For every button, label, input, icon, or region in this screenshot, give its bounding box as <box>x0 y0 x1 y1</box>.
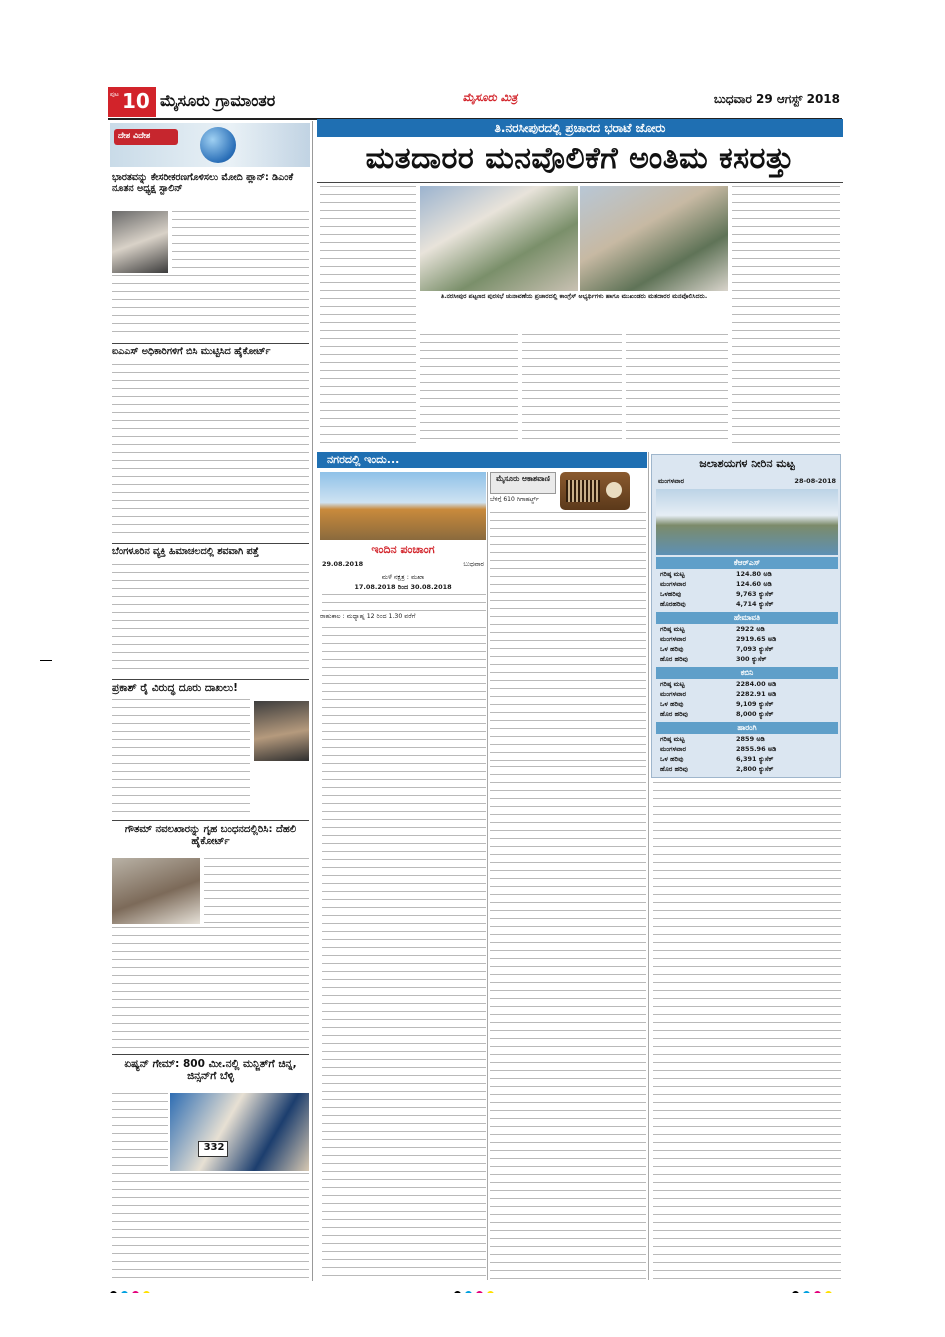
prakash-photo <box>254 701 309 761</box>
panchanga-details <box>322 594 486 612</box>
lead-rule <box>317 182 843 183</box>
page-number: 10 <box>122 89 150 113</box>
lead-photo-1 <box>420 186 578 291</box>
reservoir-table-container <box>656 557 838 775</box>
left-column <box>108 121 313 1281</box>
dam-row <box>656 735 838 745</box>
dam-row-label: ಹೊರ ಹರಿವು <box>660 710 688 718</box>
dam-row-value: 7,093 ಕ್ಯುಸೆಕ್ <box>736 645 774 653</box>
dot-cyan <box>465 1291 472 1293</box>
lead-headline: ಮತದಾರರ ಮನವೊಲಿಕೆಗೆ ಅಂತಿಮ ಕಸರತ್ತು <box>365 141 795 176</box>
story-stalin-body-2 <box>112 275 309 339</box>
dam-row-value: 2859 ಅಡಿ <box>736 735 765 743</box>
dam-row <box>656 625 838 635</box>
dam-row-value: 2855.96 ಅಡಿ <box>736 745 777 753</box>
globe-icon <box>200 127 236 163</box>
dam-row <box>656 655 838 665</box>
divider <box>112 343 309 344</box>
dam-row-label: ಹೊರ ಹರಿವು <box>660 765 688 773</box>
dam-row-value: 9,109 ಕ್ಯುಸೆಕ್ <box>736 700 774 708</box>
nakshatra: ಮಳೆ ನಕ್ಷತ್ರ : ಮಖಾ <box>381 573 425 581</box>
dot-yellow <box>825 1291 832 1293</box>
stalin-photo <box>112 211 168 273</box>
dam-row <box>656 690 838 700</box>
registration-dots-left <box>108 1283 168 1293</box>
palace-photo <box>320 472 486 540</box>
today-events-left <box>322 627 486 1279</box>
dam-row <box>656 590 838 600</box>
divider <box>112 543 309 544</box>
dam-row-label: ಒಳ ಹರಿವು <box>660 700 684 708</box>
today-banner-text: ನಗರದಲ್ಲಿ ಇಂದು... <box>327 453 400 466</box>
dam-row <box>656 580 838 590</box>
dam-row-label: ಗರಿಷ್ಠ ಮಟ್ಟ <box>660 735 685 743</box>
dam-row <box>656 570 838 580</box>
dam-row-value: 2922 ಅಡಿ <box>736 625 765 633</box>
lead-body-col-1 <box>320 186 416 446</box>
story-himachal-body <box>112 564 309 676</box>
dam-name: ಕಬಿನಿ <box>656 667 838 679</box>
lead-body-col-2 <box>420 334 518 446</box>
lead-kicker-bar <box>317 119 843 137</box>
dam-row <box>656 600 838 610</box>
story-ias-body <box>112 364 309 540</box>
dam-row-label: ಮಂಗಳವಾರ <box>660 635 687 643</box>
divider <box>112 820 309 821</box>
lead-body-col-3 <box>522 334 622 446</box>
dot-yellow <box>143 1291 150 1293</box>
reservoir-box <box>651 454 841 778</box>
story-stalin-headline: ಭಾರತವನ್ನು ಕೇಸರೀಕರಣಗೊಳಿಸಲು ಮೋದಿ ಪ್ಲಾನ್: ಡಿಎಂಕೆ ನೂತನ ಅಧ್ಯಕ್ಷ ಸ್ಟಾಲಿನ್ <box>112 173 294 194</box>
today-banner <box>317 452 647 468</box>
story-asian-games-headline: ಏಷ್ಯನ್ ಗೇಮ್: 800 ಮೀ.ನಲ್ಲಿ ಮನ್ಜಿತ್‌ಗೆ ಚಿನ್ನ, ಜಿನ್ಸನ್‌ಗೆ ಬೆಳ್ಳಿ <box>124 1058 297 1083</box>
radio-frequency: ಬೆಳಿಗ್ಗೆ 610 ಗಿಗಾಹರ್ಟ್ಜ್ <box>490 496 539 503</box>
dam-row-value: 8,000 ಕ್ಯುಸೆಕ್ <box>736 710 774 718</box>
dam-row-value: 9,763 ಕ್ಯುಸೆಕ್ <box>736 590 774 598</box>
dam-row <box>656 645 838 655</box>
dot-cyan <box>121 1291 128 1293</box>
divider <box>112 679 309 680</box>
dam-name: ಕೆಆರ್‌ಎಸ್ <box>656 557 838 569</box>
dot-black <box>110 1291 117 1293</box>
dam-row-value: 2,800 ಕ್ಯುಸೆಕ್ <box>736 765 774 773</box>
dam-row-label: ಗರಿಷ್ಠ ಮಟ್ಟ <box>660 680 685 688</box>
dam-row-label: ಹೊರ ಹರಿವು <box>660 655 688 663</box>
radio-icon <box>560 472 630 510</box>
nakshatra-dates: 17.08.2018 ರಿಂದ 30.08.2018 <box>354 583 452 591</box>
dot-yellow <box>487 1291 494 1293</box>
panchanga-title: ಇಂದಿನ ಪಂಚಾಂಗ <box>371 543 435 556</box>
dam-row-label: ಒಳ ಹರಿವು <box>660 645 684 653</box>
navlakha-photo <box>112 858 200 924</box>
page-number-box <box>108 87 156 117</box>
dam-row <box>656 635 838 645</box>
story-asian-games-body-2 <box>112 1173 309 1279</box>
reservoir-title: ಜಲಾಶಯಗಳ ನೀರಿನ ಮಟ್ಟ <box>699 457 795 470</box>
radio-title-box <box>490 472 556 494</box>
bib-number: 332 <box>203 1142 225 1153</box>
dam-photo <box>656 489 838 555</box>
radio-knob <box>606 482 622 498</box>
dot-black <box>792 1291 799 1293</box>
registration-dots-center <box>452 1283 512 1293</box>
page-date: ಬುಧವಾರ 29 ಆಗಸ್ಟ್ 2018 <box>713 92 840 106</box>
lead-kicker: ತಿ.ನರಸೀಪುರದಲ್ಲಿ ಪ್ರಚಾರದ ಭರಾಟೆ ಜೋರು <box>494 121 666 135</box>
reservoir-date: 28-08-2018 <box>794 477 836 485</box>
page-prefix: ಪುಟ <box>110 91 119 98</box>
panchanga-day: ಬುಧವಾರ <box>463 560 484 568</box>
dam-name: ಹಾರಂಗಿ <box>656 722 838 734</box>
story-stalin-body <box>172 211 309 273</box>
dam-row <box>656 680 838 690</box>
dot-black <box>454 1291 461 1293</box>
paper-name: ಮೈಸೂರು ಮಿತ್ರ <box>462 91 518 104</box>
story-navlakha-headline: ಗೌತಮ್ ನವಲಖಾರನ್ನು ಗೃಹ ಬಂಧನದಲ್ಲಿರಿಸಿ: ದೆಹಲಿ ಹೈಕೋರ್ಟ್ <box>124 824 297 847</box>
dam-row-label: ಗರಿಷ್ಠ ಮಟ್ಟ <box>660 625 685 633</box>
logo-text: ದೇಶ ವಿದೇಶ <box>118 131 151 140</box>
radio-schedule <box>490 512 646 762</box>
dam-name: ಹೇಮಾವತಿ <box>656 612 838 624</box>
story-ias-headline: ಐಎಎಸ್ ಅಧಿಕಾರಿಗಳಿಗೆ ಬಿಸಿ ಮುಟ್ಟಿಸಿದ ಹೈಕೋರ್ಟ್ <box>112 347 271 357</box>
section-title: ಮೈಸೂರು ಗ್ರಾಮಾಂತರ <box>160 91 276 110</box>
dam-row-value: 2284.00 ಅಡಿ <box>736 680 777 688</box>
desha-videsha-logo <box>110 123 310 167</box>
dot-magenta <box>476 1291 483 1293</box>
divider <box>112 1054 309 1055</box>
dam-row-value: 6,391 ಕ್ಯುಸೆಕ್ <box>736 755 774 763</box>
fold-mark <box>40 660 52 661</box>
lead-photo-2 <box>580 186 728 291</box>
dam-row-value: 4,714 ಕ್ಯುಸೆಕ್ <box>736 600 774 608</box>
today-events-right <box>490 766 646 1280</box>
rahukala: ರಾಹುಕಾಲ : ಮಧ್ಯಾಹ್ನ 12 ರಿಂದ 1.30 ವರೆಗೆ <box>320 613 416 620</box>
story-prakash-body <box>112 699 250 817</box>
dam-row-value: 2919.65 ಅಡಿ <box>736 635 777 643</box>
column-rule <box>487 472 488 1280</box>
dam-row-label: ಮಂಗಳವಾರ <box>660 580 687 588</box>
lead-body-col-4 <box>626 334 728 446</box>
story-navlakha-body <box>204 858 309 924</box>
story-asian-games-body <box>112 1093 168 1171</box>
registration-dots-right <box>790 1283 850 1293</box>
dam-row-label: ಹೊರಹರಿವು <box>660 600 686 608</box>
dam-row-label: ಒಳ ಹರಿವು <box>660 755 684 763</box>
story-prakash-headline: ಪ್ರಕಾಶ್ ರೈ ವಿರುದ್ಧ ದೂರು ದಾಖಲು! <box>112 682 238 694</box>
radio-title: ಮೈಸೂರು ಆಕಾಶವಾಣಿ <box>496 474 550 483</box>
dam-row-value: 2282.91 ಅಡಿ <box>736 690 777 698</box>
lead-body-col-5 <box>732 186 840 446</box>
dam-row-label: ಗರಿಷ್ಠ ಮಟ್ಟ <box>660 570 685 578</box>
dam-row-value: 124.60 ಅಡಿ <box>736 580 772 588</box>
dam-row <box>656 745 838 755</box>
dam-row-label: ಒಳಹರಿವು <box>660 590 682 598</box>
reservoir-day: ಮಂಗಳವಾರ <box>658 477 685 485</box>
story-himachal-headline: ಬೆಂಗಳೂರಿನ ವ್ಯಕ್ತಿ ಹಿಮಾಚಲದಲ್ಲಿ ಶವವಾಗಿ ಪತ್ತೆ <box>112 547 259 557</box>
dam-row-label: ಮಂಗಳವಾರ <box>660 745 687 753</box>
dam-row-label: ಮಂಗಳವಾರ <box>660 690 687 698</box>
right-column-body <box>653 782 841 1280</box>
dam-row-value: 300 ಕ್ಯುಸೆಕ್ <box>736 655 767 663</box>
panchanga-date: 29.08.2018 <box>322 560 364 568</box>
dam-row <box>656 755 838 765</box>
dot-magenta <box>814 1291 821 1293</box>
radio-speaker <box>566 480 600 502</box>
dam-row-value: 124.80 ಅಡಿ <box>736 570 772 578</box>
dam-row <box>656 765 838 775</box>
column-rule <box>648 452 649 1280</box>
dot-cyan <box>803 1291 810 1293</box>
athletes-photo <box>170 1093 309 1171</box>
story-navlakha-body-2 <box>112 927 309 1051</box>
dam-row <box>656 710 838 720</box>
dot-magenta <box>132 1291 139 1293</box>
lead-photo-caption: ತಿ.ನರಸೀಪುರ ಪಟ್ಟಣದ ಪುರಸಭೆ ಚುನಾವಣೆಯ ಪ್ರಚಾರದಲ್ಲಿ ಕಾಂಗ್ರೆಸ್ ಅಭ್ಯರ್ಥಿಗಳು ಹಾಗೂ ಮುಖಂಡರು ಮತದಾರರ ಮನವೊಲಿಸಿದರು. <box>440 293 708 300</box>
dam-row <box>656 700 838 710</box>
